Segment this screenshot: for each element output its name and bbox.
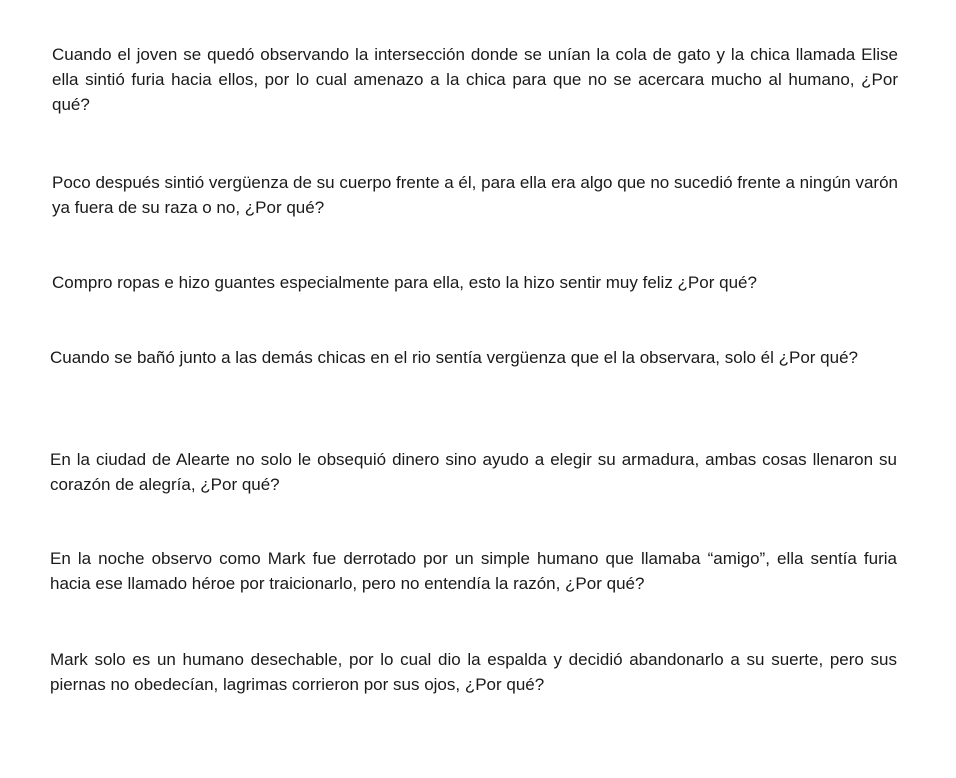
paragraph-2: Poco después sintió vergüenza de su cuerpo frente a él, para ella era algo que no sucedió frente a ningún varón ya fuera de su raza o no, ¿Por qué? — [52, 173, 898, 217]
paragraph-6: En la noche observo como Mark fue derrotado por un simple humano que llamaba “amigo”, ella sentía furia hacia ese llamado héroe por traicionarlo, pero no entendía la razón, ¿Por qué? — [50, 549, 897, 593]
paragraph-7: Mark solo es un humano desechable, por lo cual dio la espalda y decidió abandonarlo a su suerte, pero sus piernas no obedecían, lagrimas corrieron por sus ojos, ¿Por qué? — [50, 650, 897, 694]
paragraph-4: Cuando se bañó junto a las demás chicas en el rio sentía vergüenza que el la observara, solo él ¿Por qué? — [50, 348, 858, 367]
paragraph-5: En la ciudad de Alearte no solo le obsequió dinero sino ayudo a elegir su armadura, ambas cosas llenaron su corazón de alegría, ¿Por qué? — [50, 450, 897, 494]
paragraph-1: Cuando el joven se quedó observando la intersección donde se unían la cola de gato y la chica llamada Elise ella sintió furia hacia ellos, por lo cual amenazo a la chica para que no se acercara mucho al humano, ¿Por qué? — [52, 45, 898, 114]
paragraph-3: Compro ropas e hizo guantes especialmente para ella, esto la hizo sentir muy feliz ¿Por qué? — [52, 273, 757, 292]
